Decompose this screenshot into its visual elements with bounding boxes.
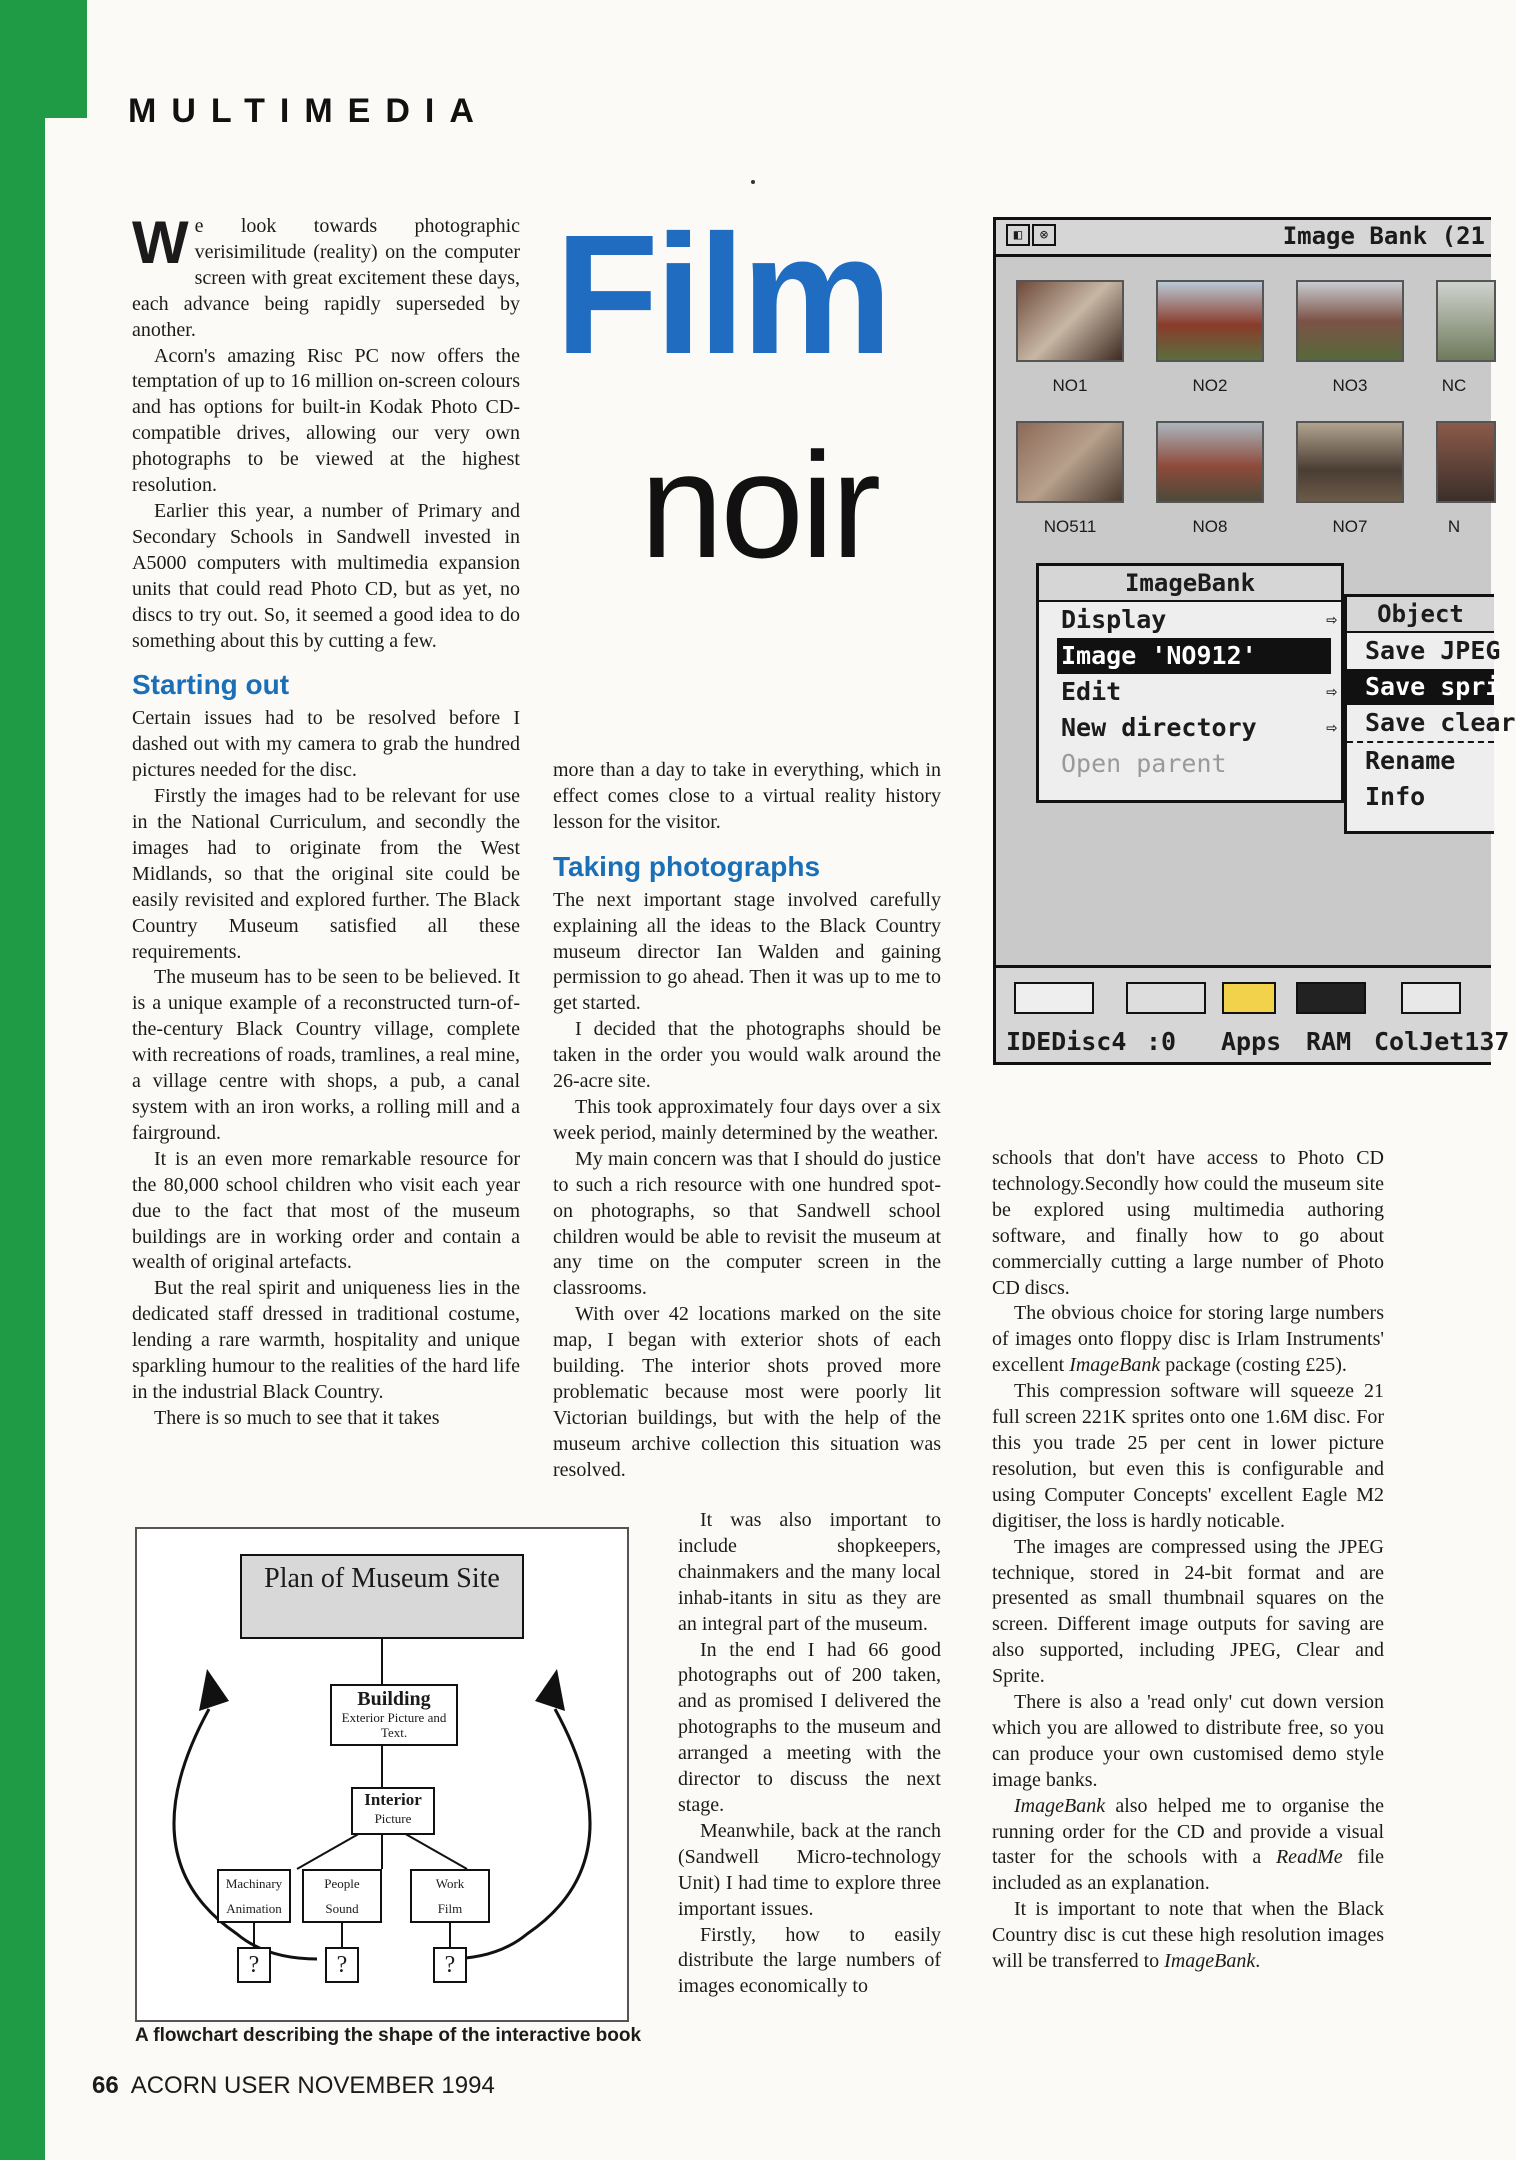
headline-noir: noir [640, 421, 879, 589]
close-icon[interactable]: ⊗ [1032, 224, 1056, 246]
intro-paragraph: We look towards photographic verisimilitude (reality) on the computer screen with great excitement these days, each advance being rapidly superseded by another. [132, 209, 520, 341]
menu-item-info[interactable]: Info [1365, 782, 1426, 811]
column-2 [553, 758, 941, 1484]
column-1 [132, 209, 520, 1432]
page-number: 66 [92, 2072, 119, 2099]
drop-cap: W [132, 209, 189, 276]
subheading-starting-out: Starting out [132, 669, 290, 701]
question-box: ? [433, 1947, 467, 1983]
paragraph: The obvious choice for storing large numbers of images onto floppy disc is Irlam Instruments' excellent ImageBank package (costing £25). [992, 1302, 1384, 1377]
paragraph: ImageBank also helped me to organise the running order for the CD and provide a visual taster for the schools with a ReadMe file included as an explanation. [992, 1794, 1385, 1895]
question-box: ? [237, 1947, 271, 1983]
thumbnail-label: NO1 [1052, 376, 1088, 395]
column-2b [678, 1508, 941, 2000]
icon-bar [996, 965, 1510, 1062]
thumbnail-label: NO511 [1043, 517, 1097, 536]
paragraph: This took approximately four days over a six week period, mainly determined by the weather. [553, 1095, 941, 1144]
object-submenu [1344, 594, 1516, 834]
magazine-issue: ACORN USER NOVEMBER 1994 [130, 2072, 495, 2099]
headline-film: Film [555, 200, 889, 390]
paragraph: Firstly, how to easily distribute the large numbers of images economically to [678, 1923, 941, 1998]
thumbnail-image[interactable] [1436, 280, 1496, 362]
menu-item-open-parent[interactable]: Open parent [1061, 749, 1227, 778]
paragraph: Acorn's amazing Risc PC now offers the temptation of up to 16 million on-screen colours and has options for built-in Kodak Photo CD-compatible drives, allowing our very own photographs to be viewed at the highest resolution. [132, 344, 520, 497]
column-3 [992, 1146, 1384, 1975]
imagebank-screenshot [993, 217, 1516, 1065]
paragraph: But the real spirit and uniqueness lies in the dedicated staff dressed in traditional costume, lending a rare warmth, hospitality and unique sparkling humour to the realities of the hard life in the industrial Black Country. [132, 1277, 520, 1403]
iconbar-label[interactable]: Apps [1221, 1027, 1282, 1056]
paragraph: Firstly the images had to be relevant for use in the National Curriculum, and secondly the images had to originate from the West Midlands, so that the original site could be easily revisited and explored further. The Black Country Museum satisfied all these requirements. [132, 785, 520, 963]
menu-item-save-sprite[interactable]: Save spri [1347, 669, 1494, 705]
interior-box: Interior Picture [351, 1787, 435, 1835]
museum-flowchart [135, 1527, 629, 2022]
page-footer [92, 2072, 495, 2100]
window-titlebar[interactable] [996, 220, 1491, 257]
paragraph: With over 42 locations marked on the site map, I began with exterior shots of each building. The interior shots proved more problematic because most were poorly lit Victorian buildings, but with the help of the museum archive collection this situation was resolved. [553, 1303, 941, 1481]
paragraph: schools that don't have access to Photo CD technology.Secondly how could the museum site be explored using multimedia authoring software, and finally how to go about commercially cutting a large number of Photo CD discs. [992, 1147, 1384, 1299]
iconbar-label[interactable]: :0 [1146, 1027, 1177, 1056]
menu-item-rename[interactable]: Rename [1365, 746, 1456, 775]
thumbnail-label: NO2 [1192, 376, 1228, 395]
subheading-taking-photographs: Taking photographs [553, 850, 821, 882]
paragraph: There is also a 'read only' cut down version which you are allowed to distribute free, so you can produce your own customised demo style image banks. [992, 1691, 1384, 1791]
thumbnail-image[interactable] [1156, 280, 1264, 362]
iconbar-label[interactable]: ColJet137 [1374, 1027, 1510, 1056]
paragraph: It was also important to include shopkeepers, chainmakers and the many local inhab-itants in situ as they are an integral part of the museum. [678, 1509, 941, 1635]
thumbnail-label: NC [1441, 376, 1467, 395]
paragraph: The images are compressed using the JPEG technique, stored in 24-bit format and are presented as small thumbnail squares on the screen. Different image outputs for saving are also supported, including JPEG, Clear and Sprite. [992, 1535, 1384, 1688]
menu-item-edit[interactable]: Edit ⇨ [1039, 674, 1341, 710]
paragraph: I decided that the photographs should be taken in the order you would walk around the 26-acre site. [553, 1018, 941, 1093]
hard-disc-icon[interactable] [1014, 982, 1094, 1014]
paragraph: The museum has to be seen to be believed. It is a unique example of a reconstructed turn-of-the-century Black Country village, complete with recreations of roads, tramlines, a real mine, a village centre with shops, a pub, a canal system with an iron works, a rolling mill and a fairground. [132, 966, 520, 1144]
apps-icon[interactable] [1222, 982, 1276, 1014]
back-icon[interactable]: ◧ [1006, 224, 1030, 246]
paragraph: Earlier this year, a number of Primary and Secondary Schools in Sandwell invested in A5000 computers with multimedia expansion units that could read Photo CD, but as yet, no discs to try out. So, it seemed a good idea to do something about this by cutting a few. [132, 499, 520, 652]
building-box: Building Exterior Picture and Text. [330, 1684, 458, 1746]
menu-title: ImageBank [1039, 566, 1341, 602]
green-header-tab [45, 0, 87, 118]
thumbnail-label: N [1447, 517, 1461, 536]
submenu-title: Object [1347, 597, 1494, 633]
decorative-dot [751, 180, 755, 184]
paragraph: more than a day to take in everything, which in effect comes close to a virtual reality history lesson for the visitor. [553, 759, 941, 833]
people-box: People Sound [302, 1869, 382, 1923]
imagebank-menu [1036, 563, 1344, 803]
question-box: ? [325, 1947, 359, 1983]
paragraph: It is an even more remarkable resource for the 80,000 school children who visit each year due to the fact that most of the museum buildings are in working order and contain a wealth of original artefacts. [132, 1147, 520, 1274]
thumbnail-image[interactable] [1016, 280, 1124, 362]
printer-icon[interactable] [1401, 982, 1461, 1014]
iconbar-label[interactable]: RAM [1306, 1027, 1352, 1056]
iconbar-label[interactable]: IDEDisc4 [1006, 1027, 1127, 1056]
thumbnail-image[interactable] [1436, 421, 1496, 503]
floppy-drive-icon[interactable] [1126, 982, 1206, 1014]
machinary-box: Machinary Animation [217, 1869, 291, 1923]
thumbnail-image[interactable] [1296, 421, 1404, 503]
thumbnail-image[interactable] [1296, 280, 1404, 362]
submenu-arrow-icon: ⇨ [1326, 681, 1337, 702]
menu-item-display[interactable]: Display ⇨ [1039, 602, 1341, 638]
thumbnail-label: NO8 [1192, 517, 1228, 536]
paragraph: The next important stage involved carefully explaining all the ideas to the Black Country museum director Ian Walden and gaining permission to go ahead. Then it was up to me to get started. [553, 888, 941, 1015]
plan-title-box: Plan of Museum Site [240, 1554, 524, 1639]
paragraph: There is so much to see that it takes [154, 1406, 440, 1429]
paragraph: In the end I had 66 good photographs out of 200 taken, and as promised I delivered the photographs to the museum and arranged a meeting with the director to discuss the next stage. [678, 1638, 941, 1816]
paragraph: Meanwhile, back at the ranch (Sandwell Micro-technology Unit) I had time to explore three important issues. [678, 1819, 941, 1920]
green-margin-bar [0, 0, 45, 2160]
thumbnail-image[interactable] [1156, 421, 1264, 503]
menu-item-new-directory[interactable]: New directory ⇨ [1039, 710, 1341, 746]
submenu-arrow-icon: ⇨ [1326, 609, 1337, 630]
thumbnail-label: NO7 [1332, 517, 1368, 536]
paragraph: Certain issues had to be resolved before I dashed out with my camera to grab the hundred pictures needed for the disc. [132, 707, 520, 782]
section-title: MULTIMEDIA [128, 92, 489, 130]
menu-item-save-clear[interactable]: Save clear [1347, 705, 1494, 743]
thumbnail-label: NO3 [1332, 376, 1368, 395]
window-title: Image Bank (21 [1282, 222, 1485, 250]
figure-caption: A flowchart describing the shape of the interactive book [135, 2025, 642, 2046]
thumbnail-image[interactable] [1016, 421, 1124, 503]
menu-item-image[interactable]: Image 'NO912' [1057, 638, 1331, 674]
submenu-arrow-icon: ⇨ [1326, 717, 1337, 738]
ram-chip-icon[interactable] [1296, 982, 1366, 1014]
menu-item-save-jpeg[interactable]: Save JPEG [1365, 636, 1501, 665]
work-box: Work Film [410, 1869, 490, 1923]
paragraph: It is important to note that when the Black Country disc is cut these high resolution images will be transferred to ImageBank. [992, 1898, 1384, 1973]
paragraph: This compression software will squeeze 21 full screen 221K sprites onto one 1.6M disc. For this you trade 25 per cent in lower picture resolution, but even this is configurable and using Computer Concepts' excellent Eagle M2 digitiser, the loss is hardly noticable. [992, 1380, 1384, 1532]
paragraph: My main concern was that I should do justice to such a rich resource with one hundred spot-on photographs, so that Sandwell school children would be able to revisit the museum at any time on the computer screen in the classrooms. [553, 1147, 941, 1300]
